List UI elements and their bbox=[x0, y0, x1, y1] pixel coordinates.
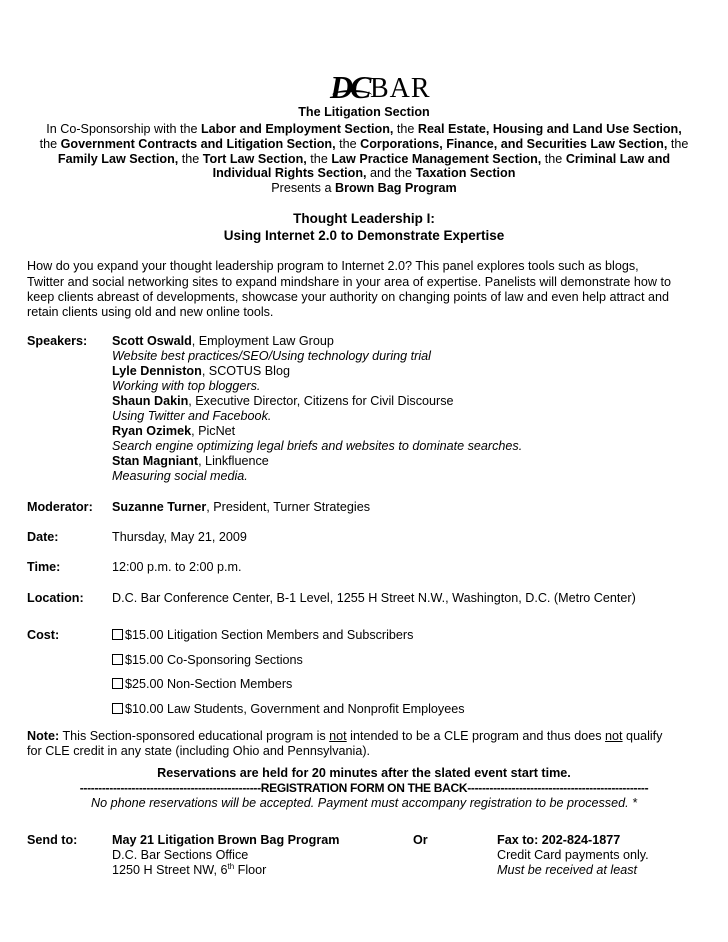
date-value: Thursday, May 21, 2009 bbox=[112, 530, 247, 544]
fax-credit-card-note: Credit Card payments only. bbox=[497, 848, 649, 862]
phone-note: No phone reservations will be accepted. Payment must accompany registration to be processed. * bbox=[90, 796, 637, 810]
speaker-3-topic: Using Twitter and Facebook. bbox=[112, 409, 272, 423]
send-program-name: May 21 Litigation Brown Bag Program bbox=[112, 833, 340, 847]
reservations-notice: Reservations are held for 20 minutes after the slated event start time. bbox=[157, 766, 571, 780]
date-label: Date: bbox=[27, 530, 59, 544]
speaker-2: Lyle Denniston, SCOTUS Blog bbox=[112, 364, 290, 378]
send-office: D.C. Bar Sections Office bbox=[112, 848, 249, 862]
logo-dc: DC bbox=[330, 69, 369, 105]
logo-bar: BAR bbox=[370, 73, 431, 104]
intro-line-1: How do you expand your thought leadership program to Internet 2.0? This panel explores tools such as blogs, bbox=[27, 259, 639, 273]
note-line-2: for CLE credit in any state (including Ohio and Pennsylvania). bbox=[27, 744, 371, 758]
location-label: Location: bbox=[27, 591, 84, 605]
speaker-1: Scott Oswald, Employment Law Group bbox=[112, 334, 334, 348]
checkbox-icon[interactable] bbox=[112, 703, 123, 714]
header-section-name: The Litigation Section bbox=[298, 105, 430, 119]
cost-option-1[interactable]: $15.00 Litigation Section Members and Subscribers bbox=[112, 628, 413, 643]
speaker-2-topic: Working with top bloggers. bbox=[112, 379, 261, 393]
fax-deadline-note: Must be received at least bbox=[497, 863, 638, 877]
speaker-5: Stan Magniant, Linkfluence bbox=[112, 454, 269, 468]
dc-bar-logo bbox=[330, 70, 440, 104]
intro-line-3: keep clients abreast of developments, showcase your authority on changing points of law and even help attract and bbox=[27, 290, 669, 304]
time-value: 12:00 p.m. to 2:00 p.m. bbox=[112, 560, 242, 574]
checkbox-icon[interactable] bbox=[112, 629, 123, 640]
cost-option-2[interactable]: $15.00 Co-Sponsoring Sections bbox=[112, 653, 303, 668]
registration-divider: -------------------------------------------------REGISTRATION FORM ON THE BACK------------------------------------------------- bbox=[79, 781, 649, 795]
location-value: D.C. Bar Conference Center, B-1 Level, 1255 H Street N.W., Washington, D.C. (Metro Center) bbox=[112, 591, 636, 605]
program-title-line2: Using Internet 2.0 to Demonstrate Expertise bbox=[223, 228, 505, 243]
intro-line-2: Twitter and social networking sites to expand mindshare in your area of expertise. Panelists will demonstrate how to bbox=[27, 275, 672, 289]
program-title-line1: Thought Leadership I: bbox=[293, 211, 435, 226]
speaker-4: Ryan Ozimek, PicNet bbox=[112, 424, 236, 438]
moderator-label: Moderator: bbox=[27, 500, 93, 514]
cost-label: Cost: bbox=[27, 628, 60, 642]
checkbox-icon[interactable] bbox=[112, 654, 123, 665]
header-cosponsor-line1: In Co-Sponsorship with the Labor and Employment Section, the Real Estate, Housing and Land Use Section, bbox=[46, 122, 682, 136]
header-cosponsor-line2: the Government Contracts and Litigation Section, the Corporations, Finance, and Securities Law Section, the bbox=[39, 137, 689, 151]
send-or: Or bbox=[413, 833, 428, 847]
checkbox-icon[interactable] bbox=[112, 678, 123, 689]
speaker-4-topic: Search engine optimizing legal briefs and websites to dominate searches. bbox=[112, 439, 523, 453]
header-presents: Presents a Brown Bag Program bbox=[271, 181, 457, 195]
speaker-1-topic: Website best practices/SEO/Using technology during trial bbox=[112, 349, 431, 363]
logo-swoosh bbox=[332, 90, 372, 100]
cost-option-4[interactable]: $10.00 Law Students, Government and Nonprofit Employees bbox=[112, 702, 465, 717]
note-line-1: Note: This Section-sponsored educational program is not intended to be a CLE program and thus does not qualify bbox=[27, 729, 663, 743]
speakers-label: Speakers: bbox=[27, 334, 88, 348]
header-cosponsor-line3: Family Law Section, the Tort Law Section, the Law Practice Management Section, the Criminal Law and bbox=[57, 152, 671, 166]
moderator-value: Suzanne Turner, President, Turner Strategies bbox=[112, 500, 371, 514]
header-cosponsor-line4: Individual Rights Section, and the Taxation Section bbox=[212, 166, 516, 180]
send-address: 1250 H Street NW, 6th Floor bbox=[112, 861, 267, 877]
intro-line-4: retain clients using old and new online tools. bbox=[27, 305, 274, 319]
fax-number: Fax to: 202-824-1877 bbox=[497, 833, 621, 847]
speaker-5-topic: Measuring social media. bbox=[112, 469, 248, 483]
cost-option-3[interactable]: $25.00 Non-Section Members bbox=[112, 677, 292, 692]
time-label: Time: bbox=[27, 560, 61, 574]
send-to-label: Send to: bbox=[27, 833, 78, 847]
speaker-3: Shaun Dakin, Executive Director, Citizens for Civil Discourse bbox=[112, 394, 454, 408]
